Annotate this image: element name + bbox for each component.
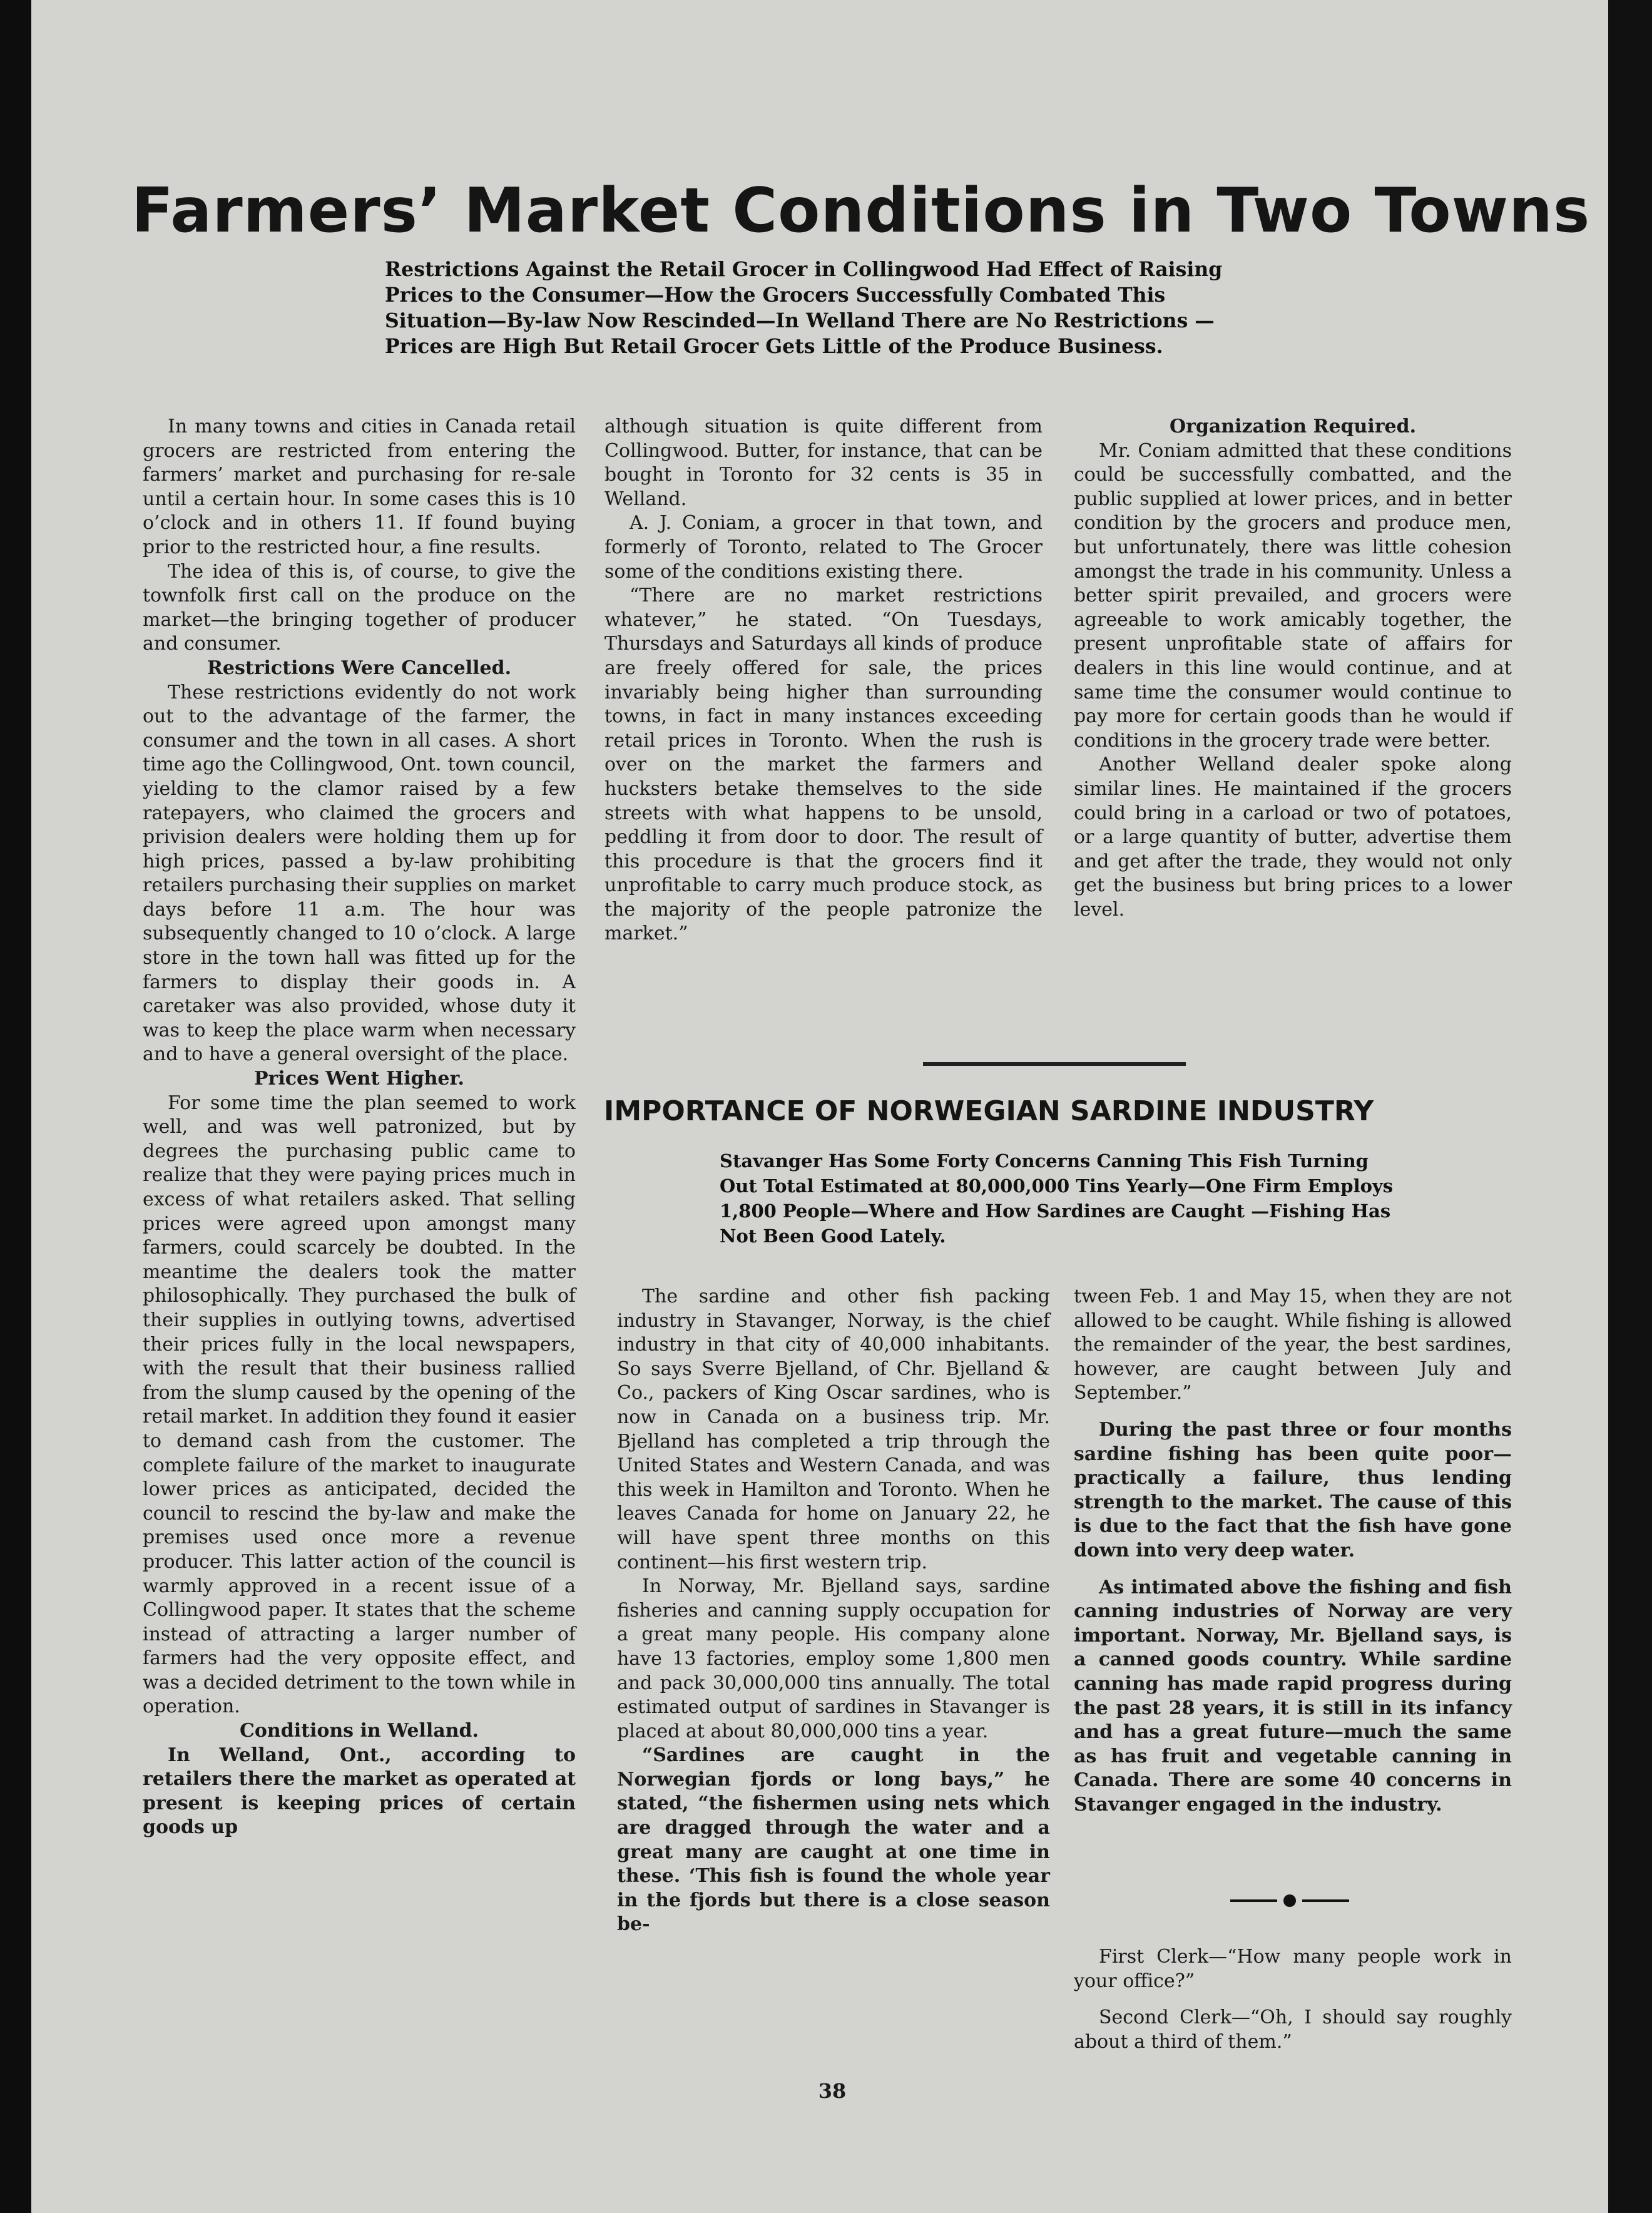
paragraph: “There are no market restrictions whatever,” he stated. “On Tuesdays, Thursdays and Saturdays all kinds of produce are freely offered for sale, the prices invariably being higher than surrounding towns, in fact in many instances exceeding retail prices in Toronto. When the rush is over on the market the farmers and hucksters betake themselves to the side streets with what happens to be unsold, peddling it from door to door. The result of this procedure is that the grocers find it unprofitable to carry much produce stock, as the majority of the people patronize the market.”	[604, 585, 1043, 945]
section-divider	[923, 1062, 1186, 1066]
paragraph: tween Feb. 1 and May 15, when they are not allowed to be caught. While fishing is allowed the remainder of the year, the best sardines, however, are caught between July and September.”	[1074, 1285, 1512, 1404]
joke-line: Second Clerk—“Oh, I should say roughly about a third of them.”	[1074, 2006, 1512, 2053]
paragraph: In many towns and cities in Canada retail grocers are restricted from entering the farmers’ market and purchasing for re-sale until a certain hour. In some cases this is 10 o’clock and in others 11. If found buying prior to the restricted hour, a fine results.	[143, 416, 576, 558]
paragraph: The idea of this is, of course, to give the townfolk first call on the produce on the market—the bringing together of producer and consumer.	[143, 560, 576, 655]
article2-column-2	[1074, 1285, 1512, 1817]
article-deck: Restrictions Against the Retail Grocer in Collingwood Had Effect of Raising Prices to the Consumer—How the Grocers Successfully Combated This Situation—By-law Now Rescinded—In Welland There are No Restrictions — Prices are High But Retail Grocer Gets Little of the Produce Business.	[385, 258, 1223, 358]
paragraph: During the past three or four months sardine fishing has been quite poor—practically a failure, thus lending strength to the market. The cause of this is due to the fact that the fish have gone down into very deep water.	[1074, 1418, 1512, 1561]
paragraph: These restrictions evidently do not work out to the advantage of the farmer, the consumer and the town in all cases. A short time ago the Collingwood, Ont. town council, yielding to the clamor raised by a few ratepayers, who claimed the grocers and privision dealers were holding them up for high prices, passed a by-law prohibiting retailers purchasing their supplies on market days before 11 a.m. The hour was subsequently changed to 10 o’clock. A large store in the town hall was fitted up for the farmers to display their goods in. A caretaker was also provided, whose duty it was to keep the place warm when necessary and to have a general oversight of the place.	[143, 681, 576, 1066]
paragraph: In Welland, Ont., according to retailers there the market as operated at present is keeping prices of certain goods up	[143, 1744, 576, 1839]
article2-deck: Stavanger Has Some Forty Concerns Canning This Fish Turning Out Total Estimated at 80,000,000 Tins Yearly—One Firm Employs 1,800 People—Where and How Sardines are Caught —Fishing Has Not Been Good Lately.	[720, 1150, 1394, 1247]
paragraph: In Norway, Mr. Bjelland says, sardine fisheries and canning supply occupation for a great many people. His company alone have 13 factories, employ some 1,800 men and pack 30,000,000 tins annually. The total estimated output of sardines in Stavanger is placed at about 80,000,000 tins a year.	[617, 1575, 1050, 1742]
ornament-divider-icon	[1230, 1893, 1349, 1908]
paragraph: Another Welland dealer spoke along similar lines. He maintained if the grocers could bring in a carload or two of potatoes, or a large quantity of butter, advertise them and get after the trade, they would not only get the business but bring prices to a lower level.	[1074, 754, 1512, 921]
paragraph: although situation is quite different from Collingwood. Butter, for instance, that can be bought in Toronto for 32 cents is 35 in Welland.	[604, 416, 1043, 510]
paragraph: “Sardines are caught in the Norwegian fjords or long bays,” he stated, “the fishermen using nets which are dragged through the water and a great many are caught at one time in these. ‘This fish is found the whole year in the fjords but there is a close season be-	[617, 1744, 1050, 1936]
paragraph: Mr. Coniam admitted that these conditions could be successfully combatted, and the public supplied at lower prices, and in better condition by the grocers and produce men, but unfortunately, there was little cohesion amongst the trade in his community. Unless a better spirit prevailed, and grocers were agreeable to work amicably together, the present unprofitable state of affairs for dealers in this line would continue, and at same time the consumer would continue to pay more for certain goods than he would if conditions in the grocery trade were better.	[1074, 439, 1512, 752]
section-heading: Prices Went Higher.	[253, 1068, 464, 1090]
article-title: Farmers’ Market Conditions in Two Towns	[131, 175, 1591, 247]
article1-column-1	[143, 415, 576, 1840]
section-heading: Organization Required.	[1169, 416, 1417, 437]
page-number: 38	[818, 2079, 847, 2103]
section-heading: Restrictions Were Cancelled.	[206, 657, 512, 679]
paragraph: As intimated above the fishing and fish canning industries of Norway are very important. Norway, Mr. Bjelland says, is a canned goods country. While sardine canning has made rapid progress during the past 28 years, it is still in its infancy and has a great future—much the same as has fruit and vegetable canning in Canada. There are some 40 concerns in Stavanger engaged in the industry.	[1074, 1576, 1512, 1816]
scan-border	[1608, 0, 1652, 2213]
article1-column-3	[1074, 415, 1512, 922]
article2-column-1	[617, 1285, 1050, 1937]
filler-joke	[1074, 1945, 1512, 2054]
joke-line: First Clerk—“How many people work in your office?”	[1074, 1946, 1512, 1992]
article2-title: IMPORTANCE OF NORWEGIAN SARDINE INDUSTRY	[604, 1095, 1374, 1127]
section-heading: Conditions in Welland.	[240, 1720, 479, 1742]
article1-column-2	[604, 415, 1043, 946]
paragraph: The sardine and other fish packing industry in Stavanger, Norway, is the chief industry in that city of 40,000 inhabitants. So says Sverre Bjelland, of Chr. Bjelland & Co., packers of King Oscar sardines, who is now in Canada on a business trip. Mr. Bjelland has completed a trip through the United States and Western Canada, and was this week in Hamilton and Toronto. When he leaves Canada for home on January 22, he will have spent three months on this continent—his first western trip.	[617, 1285, 1050, 1573]
paragraph: A. J. Coniam, a grocer in that town, and formerly of Toronto, related to The Grocer some of the conditions existing there.	[604, 512, 1043, 583]
paragraph: For some time the plan seemed to work well, and was well patronized, but by degrees the purchasing public came to realize that they were paying prices much in excess of what retailers asked. That selling prices were agreed upon amongst many farmers, could scarcely be doubted. In the meantime the dealers took the matter philosophically. They purchased the bulk of their supplies in outlying towns, advertised their prices fully in the local newspapers, with the result that their business rallied from the slump caused by the opening of the retail market. In addition they found it easier to demand cash from the customer. The complete failure of the market to inaugurate lower prices as anticipated, decided the council to rescind the by-law and make the premises used once more a revenue producer. This latter action of the council is warmly approved in a recent issue of a Collingwood paper. It states that the scheme instead of attracting a larger number of farmers had the very opposite effect, and was a decided detriment to the town while in operation.	[143, 1091, 576, 1718]
